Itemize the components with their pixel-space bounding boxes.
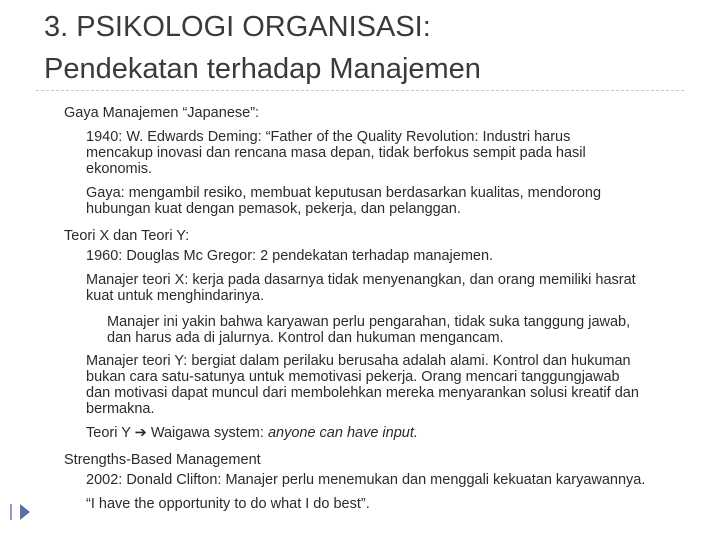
gaya-line-1: Gaya: mengambil resiko, membuat keputusan berdasarkan kualitas, mendorong — [86, 185, 602, 201]
teori-y-line-4: bermakna. — [86, 401, 155, 417]
slide-title-line-1: 3. PSIKOLOGI ORGANISASI: — [44, 11, 431, 43]
waigawa-middle: Waigawa system: — [146, 425, 268, 441]
deming-line-3: ekonomis. — [86, 161, 153, 177]
section-teori-xy-heading: Teori X dan Teori Y: — [64, 228, 190, 244]
teori-y-line-2: bukan cara satu-satunya untuk memotivasi pekerja. Orang mencari tanggungjawab — [86, 369, 620, 385]
waigawa-prefix: Teori Y — [86, 425, 135, 441]
teori-y-line-1: Manajer teori Y: bergiat dalam perilaku berusaha adalah alami. Kontrol dan hukuman — [86, 353, 631, 369]
teori-x-detail-line-2: dan harus ada di jalurnya. Kontrol dan hukuman mengancam. — [107, 330, 504, 346]
mcgregor-line: 1960: Douglas Mc Gregor: 2 pendekatan terhadap manajemen. — [86, 248, 494, 264]
teori-x-line-1: Manajer teori X: kerja pada dasarnya tidak menyenangkan, dan orang memiliki hasrat — [86, 272, 636, 288]
deming-line-2: mencakup inovasi dan rencana masa depan, tidak berfokus sempit pada hasil — [86, 145, 586, 161]
section-strengths-heading: Strengths-Based Management — [64, 452, 261, 468]
title-divider — [36, 90, 684, 91]
teori-x-detail-line-1: Manajer ini yakin bahwa karyawan perlu pengarahan, tidak suka tanggung jawab, — [107, 314, 631, 330]
quote-line: “I have the opportunity to do what I do best”. — [86, 496, 370, 512]
slide-title-line-2: Pendekatan terhadap Manajemen — [44, 53, 481, 85]
teori-y-line-3: dan motivasi dapat muncul dari membolehkan mereka menyarankan solusi kreatif dan — [86, 385, 639, 401]
clifton-line: 2002: Donald Clifton: Manajer perlu menemukan dan menggali kekuatan karyawannya. — [86, 472, 646, 488]
section-gaya-japanese-heading: Gaya Manajemen “Japanese”: — [64, 105, 260, 121]
waigawa-line — [86, 426, 418, 441]
gaya-line-2: hubungan kuat dengan pemasok, pekerja, dan pelanggan. — [86, 201, 461, 217]
waigawa-italic: anyone can have input. — [267, 425, 418, 441]
slide-nav-arrow-icon[interactable] — [20, 504, 30, 520]
teori-x-line-2: kuat untuk menghindarinya. — [86, 288, 265, 304]
deming-line-1: 1940: W. Edwards Deming: “Father of the Quality Revolution: Industri harus — [86, 129, 571, 145]
slide-title — [44, 6, 704, 90]
arrow-right-icon: ➔ — [134, 425, 147, 441]
